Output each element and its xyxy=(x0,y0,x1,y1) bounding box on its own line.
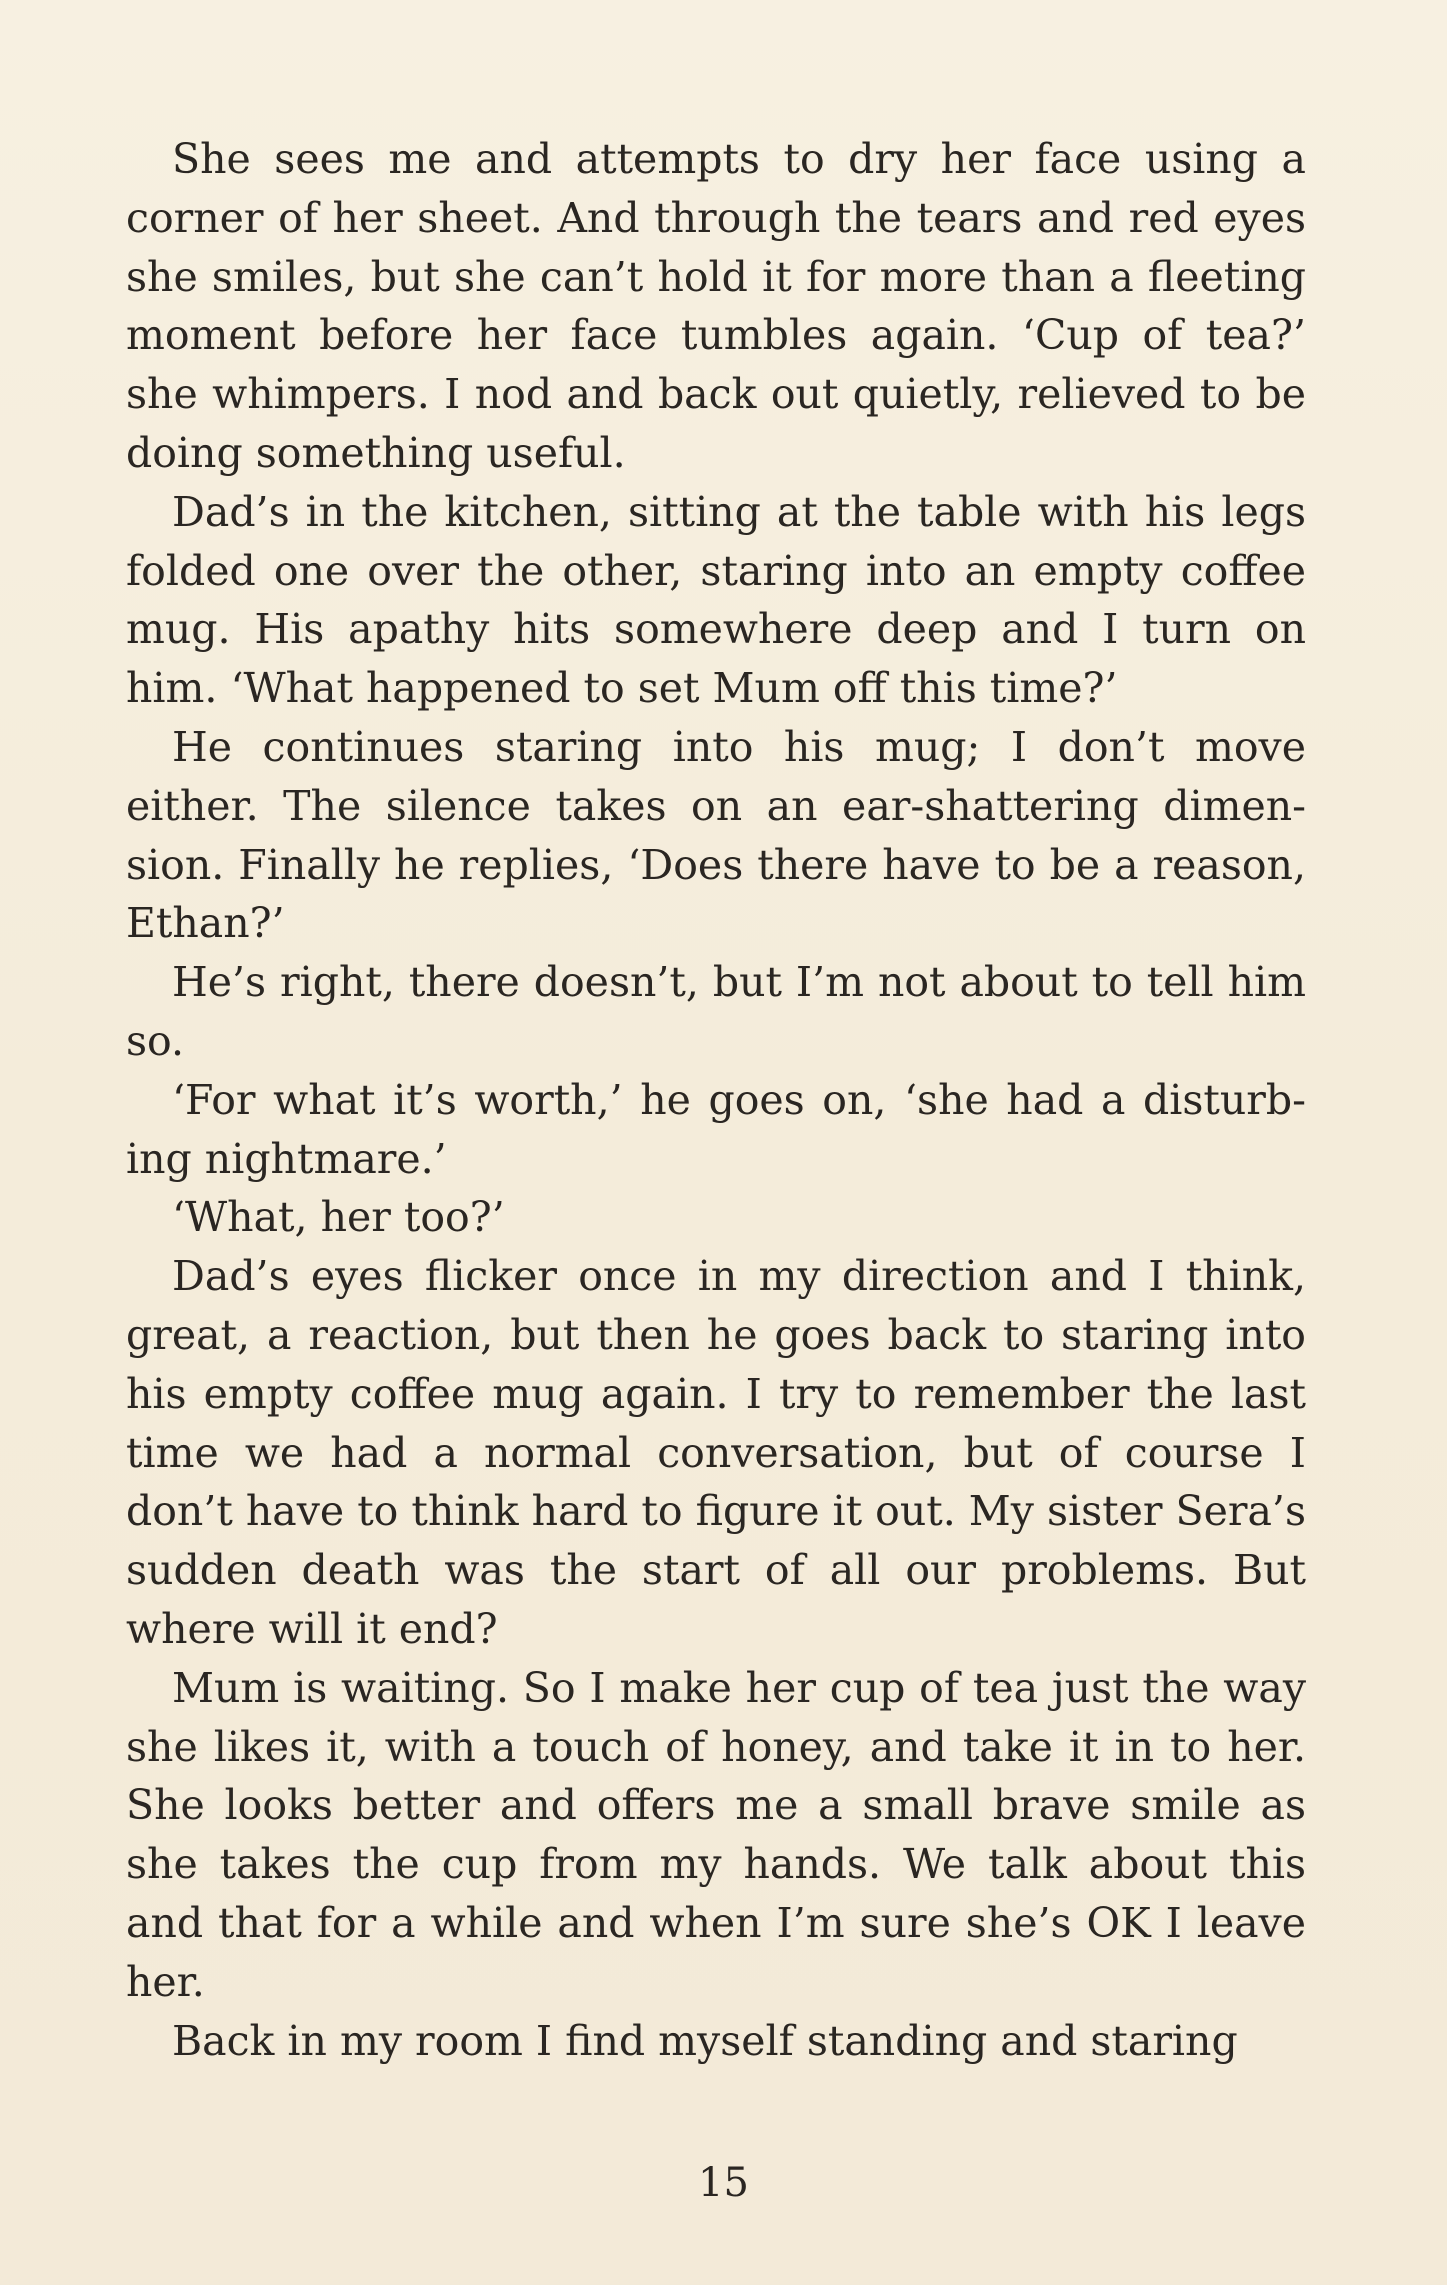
paragraph-6: ‘What, her too?’ xyxy=(172,1193,505,1242)
paragraph-4: He’s right, there doesn’t, but I’m not about to tell him so. xyxy=(126,958,1306,1065)
paragraph-5: ‘For what it’s worth,’ he goes on, ‘she had a disturbing nightmare.’ xyxy=(126,1075,1306,1183)
body-text xyxy=(126,130,1306,2070)
paragraph-8: Mum is waiting. So I make her cup of tea just the way she likes it, with a touch of honey, and take it in to her. She looks better and offers me a small brave smile as she takes the cup from my hands. We talk about this and that for a while and when I’m sure she’s OK I leave her. xyxy=(126,1663,1306,2006)
paragraph-7: Dad’s eyes flicker once in my direction and I think, great, a reaction, but then he goes back to staring into his empty coffee mug again. I try to remember the last time we had a normal conversation, but of course I don’t have to think hard to figure it out. My sister Sera’s sudden death was the start of all our problems. But where will it end? xyxy=(126,1252,1306,1653)
page-number: 15 xyxy=(698,2160,749,2206)
paragraph-2: Dad’s in the kitchen, sitting at the table with his legs folded one over the other, staring into an empty coffee mug. His apathy hits somewhere deep and I turn on him. ‘What happened to set Mum off this time?’ xyxy=(126,487,1306,713)
paragraph-9: Back in my room I find myself standing and staring xyxy=(172,2016,1238,2065)
paragraph-1: She sees me and attempts to dry her face using a corner of her sheet. And through the tears and red eyes she smiles, but she can’t hold it for more than a fleeting moment before her face tumbles again. ‘Cup of tea?’ she whimpers. I nod and back out quietly, relieved to be doing something useful. xyxy=(126,135,1306,477)
paragraph-3: He continues staring into his mug; I don’t move either. The silence takes on an ear-shattering dimension. Finally he replies, ‘Does there have to be a reason, Ethan?’ xyxy=(126,722,1306,948)
